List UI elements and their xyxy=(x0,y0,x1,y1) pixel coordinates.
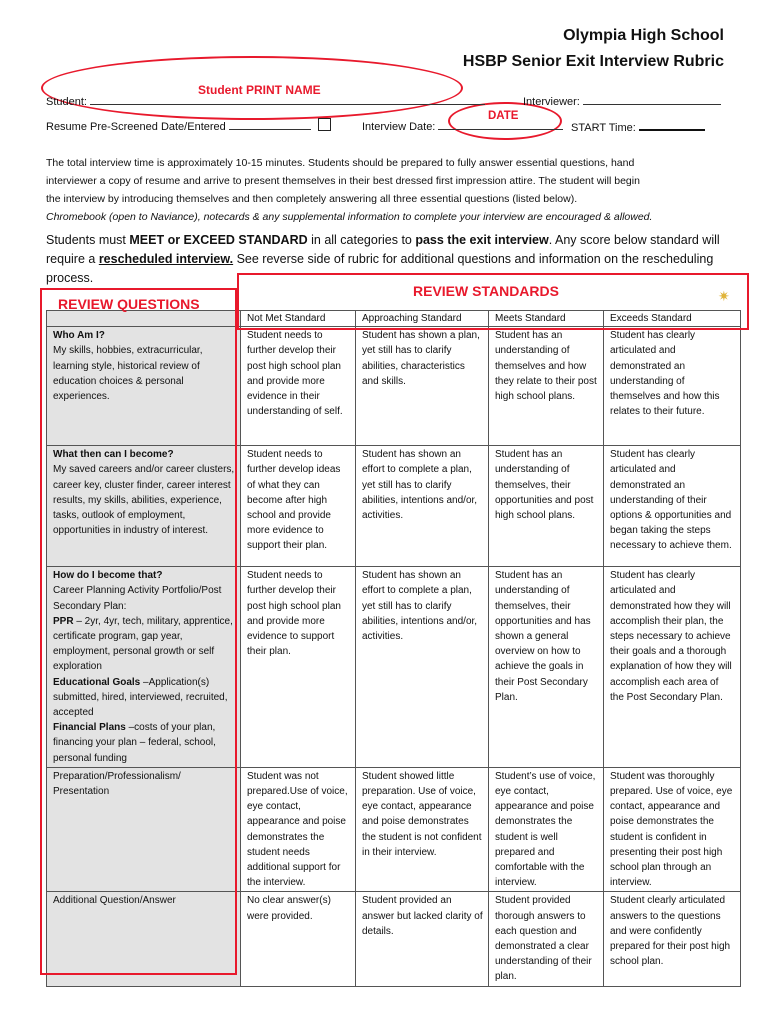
cell-exceeds: Student has clearly articulated and demonstrated how they will accomplish their plan, the steps necessary to achieve their goals and a thorough explanation of how they will accomplish each area of the Post Secondary Plan. xyxy=(604,567,741,768)
student-name-line[interactable] xyxy=(90,93,485,105)
cell-approaching: Student has shown a plan, yet still has to clarify abilities, characteristics and skills. xyxy=(356,327,489,446)
cell-approaching: Student provided an answer but lacked clarity of details. xyxy=(356,892,489,986)
cell-approaching: Student has shown an effort to complete a plan, yet still has to clarify abilities, intentions and/or, activities. xyxy=(356,446,489,567)
instructions-line-4: Chromebook (open to Naviance), notecards & any supplemental information to complete your interview are encouraged & allowed. xyxy=(46,211,653,223)
cell-not-met: Student was not prepared.Use of voice, eye contact, appearance and poise demonstrates the student needs additional support for the interview. xyxy=(241,767,356,892)
col-not-met: Not Met Standard xyxy=(241,311,356,327)
resume-field xyxy=(46,118,331,133)
review-standards-box xyxy=(237,273,749,330)
start-time-label: START Time: xyxy=(571,122,636,134)
cell-approaching: Student showed little preparation. Use of voice, eye contact, appearance and poise demonstrates the student is not confident in their interview. xyxy=(356,767,489,892)
standard-note: Students must MEET or EXCEED STANDARD in all categories to pass the exit interview. Any score below standard will require a rescheduled interview. See reverse side of rubric for additional questions and information on the rescheduling process. xyxy=(46,233,720,285)
resume-label: Resume Pre-Screened Date/Entered xyxy=(46,121,226,133)
col-approaching: Approaching Standard xyxy=(356,311,489,327)
instructions-line-3: the interview by introducing themselves and then completely answering all three essential questions (listed below). xyxy=(46,193,578,205)
col-meets: Meets Standard xyxy=(489,311,604,327)
interviewer-line[interactable] xyxy=(583,93,721,105)
date-note: DATE xyxy=(488,110,519,122)
question-what-then: What then can I become? My saved careers and/or career clusters, career key, cluster finder, career interest results, my skills, abilities, experience, tasks, outlook of employment, opportunities in industry of interest. xyxy=(47,446,241,567)
cell-meets: Student’s use of voice, eye contact, appearance and poise demonstrates the student is well prepared and comfortable with the interview. xyxy=(489,767,604,892)
cell-meets: Student provided thorough answers to each question and demonstrated a clear understanding of their plan. xyxy=(489,892,604,986)
cell-not-met: Student needs to further develop ideas of what they can become after high school and provide more evidence to support their plan. xyxy=(241,446,356,567)
question-preparation: Preparation/Professionalism/ Presentation xyxy=(47,767,241,892)
school-name: Olympia High School xyxy=(563,27,724,44)
question-additional: Additional Question/Answer xyxy=(47,892,241,986)
instructions xyxy=(46,154,726,226)
review-questions-box xyxy=(40,288,237,975)
review-standards-note: REVIEW STANDARDS xyxy=(413,283,559,299)
cell-not-met: Student needs to further develop their post high school plan and provide more evidence to support their plan. xyxy=(241,567,356,768)
cell-not-met: No clear answer(s) were provided. xyxy=(241,892,356,986)
cell-meets: Student has an understanding of themselves, their opportunities and post high school plans. xyxy=(489,446,604,567)
question-who-am-i: Who Am I? My skills, hobbies, extracurricular, learning style, historical review of education choices & personal experiences. xyxy=(47,327,241,446)
interviewer-label: Interviewer: xyxy=(523,96,580,108)
interviewer-field xyxy=(523,93,721,108)
cell-not-met: Student needs to further develop their post high school plan and provide more evidence in their understanding of self. xyxy=(241,327,356,446)
cell-approaching: Student has shown an effort to complete a plan, yet still has to clarify abilities, intentions and/or, activities. xyxy=(356,567,489,768)
question-how-do-i: How do I become that? Career Planning Activity Portfolio/Post Secondary Plan: PPR – 2yr, 4yr, tech, military, apprentice, certificate program, gap year, employment, personal growth or self exploration Educational Goals –Application(s) submitted, hired, interviewed, recruited, accepted Financial Plans –costs of your plan, financing your plan – federal, school, personal funding xyxy=(47,567,241,768)
meet-exceed-text: MEET or EXCEED STANDARD xyxy=(129,233,308,247)
cell-meets: Student has an understanding of themselves and how they relate to their post high school plans. xyxy=(489,327,604,446)
start-time-field xyxy=(571,118,705,134)
student-print-name-note: Student PRINT NAME xyxy=(198,83,321,97)
pass-exit-text: pass the exit interview xyxy=(415,233,549,247)
interview-date-line[interactable] xyxy=(438,118,563,130)
instructions-line-1: The total interview time is approximately 10-15 minutes. Students should be prepared to fully answer essential questions, hand xyxy=(46,157,635,169)
cell-meets: Student has an understanding of themselves, their opportunities and has shown a general overview on how to achieve the goals in their Post Secondary Plan. xyxy=(489,567,604,768)
instructions-line-2: interviewer a copy of resume and arrive to present themselves in their best dressed first impression attire. The student will begin xyxy=(46,175,640,187)
rubric-title: HSBP Senior Exit Interview Rubric xyxy=(462,53,724,70)
cell-exceeds: Student was thoroughly prepared. Use of voice, eye contact, appearance and poise demonstrates the student is confident in presenting their post high school plan through an interview. xyxy=(604,767,741,892)
sparkle-icon: ✷ xyxy=(718,288,730,304)
cell-exceeds: Student clearly articulated answers to the questions and were confidently prepared for their post high school plan. xyxy=(604,892,741,986)
col-exceeds: Exceeds Standard xyxy=(604,311,741,327)
rescheduled-text: rescheduled interview. xyxy=(98,252,234,266)
student-label: Student: xyxy=(46,96,87,108)
review-questions-note: REVIEW QUESTIONS xyxy=(58,296,200,312)
interview-date-label: Interview Date: xyxy=(362,121,436,133)
interview-date-field xyxy=(362,118,563,133)
resume-checkbox[interactable] xyxy=(318,118,331,131)
cell-exceeds: Student has clearly articulated and demonstrated an understanding of their options & opportunities and began taking the steps necessary to achieve them. xyxy=(604,446,741,567)
cell-exceeds: Student has clearly articulated and demonstrated an understanding of themselves and how this relates to their future. xyxy=(604,327,741,446)
student-field xyxy=(46,93,485,108)
resume-date-line[interactable] xyxy=(229,118,311,130)
start-time-line[interactable] xyxy=(639,118,705,131)
